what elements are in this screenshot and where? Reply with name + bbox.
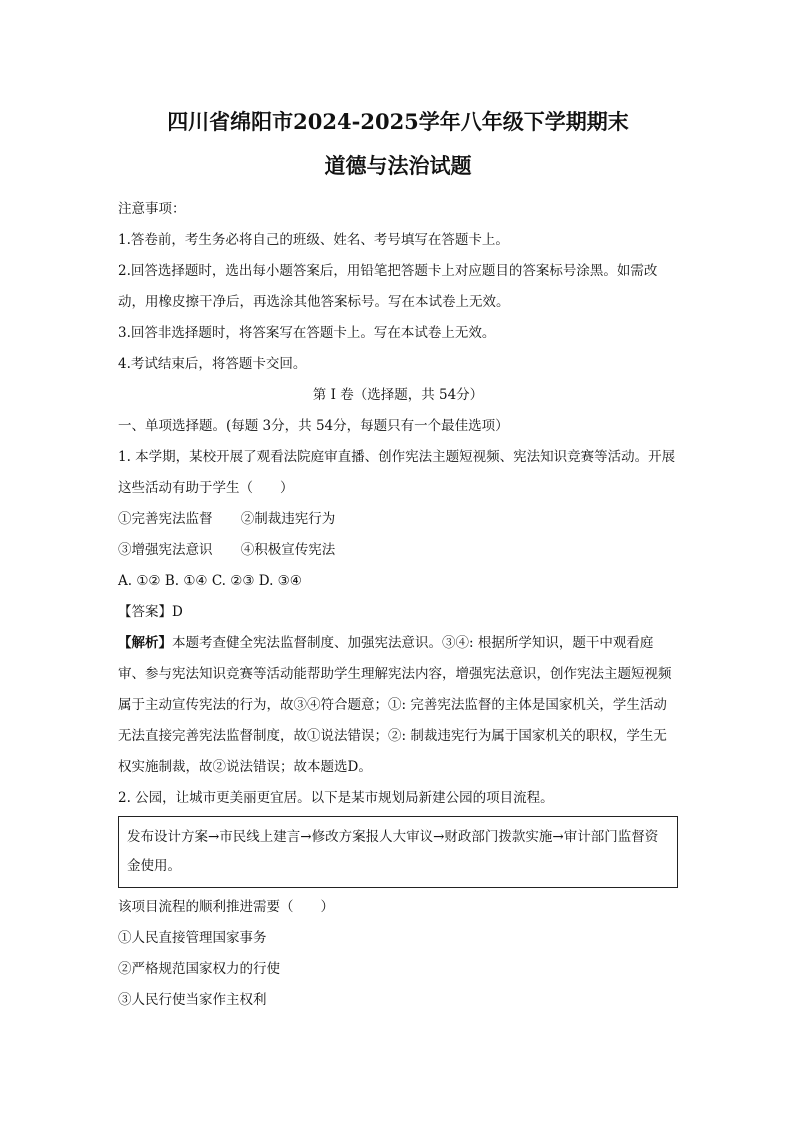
exam-page — [118, 100, 678, 1016]
option-item: ④积极宣传宪法 — [240, 542, 336, 558]
question-2-question: 该项目流程的顺利推进需要（ ） — [118, 899, 334, 915]
option-item: ③增强宪法意识 — [118, 542, 213, 558]
question-1-choices: A. ①② B. ①④ C. ②③ D. ③④ — [118, 573, 302, 589]
note-item: 4.考试结束后，将答题卡交回。 — [118, 356, 307, 372]
part-heading: 一、单项选择题。(每题 3分，共 54分，每题只有一个最佳选项） — [118, 418, 509, 434]
note-item: 3.回答非选择题时，将答案写在答题卡上。写在本试卷上无效。 — [118, 325, 496, 341]
process-box: 发布设计方案→市民线上建言→修改方案报人大审议→财政部门拨款实施→审计部门监督资金使用。 — [118, 816, 678, 888]
question-2-stem: 2. 公园，让城市更美丽更宜居。以下是某市规划局新建公园的项目流程。 — [118, 790, 554, 806]
section-title: 第 I 卷（选择题，共 54分） — [312, 387, 484, 403]
question-1-items-row1 — [118, 504, 678, 535]
exam-subtitle: 道德与法治试题 — [324, 153, 472, 178]
question-1-items-row2 — [118, 535, 678, 566]
note-item: 2.回答选择题时，选出每小题答案后，用铅笔把答题卡上对应题目的答案标号涂黑。如需改动，用橡皮擦干净后，再选涂其他答案标号。写在本试卷上无效。 — [118, 263, 658, 310]
option-item: ②制裁违宪行为 — [240, 511, 336, 527]
analysis-label: 【解析】 — [118, 635, 172, 651]
option-item: ③人民行使当家作主权利 — [118, 992, 267, 1008]
question-1-answer: 【答案】D — [118, 604, 183, 620]
notes-heading: 注意事项： — [118, 201, 186, 217]
option-item: ②严格规范国家权力的行使 — [118, 961, 280, 977]
question-1-analysis — [118, 628, 678, 783]
note-item: 1.答卷前，考生务必将自己的班级、姓名、考号填写在答题卡上。 — [118, 232, 509, 248]
analysis-text: 本题考查健全宪法监督制度、加强宪法意识。③④: 根据所学知识，题干中观看庭审、参与宪法知识竞赛等活动能帮助学生理解宪法内容，增强宪法意识，创作宪法主题短视频属于主动宣传宪法的行为，故③④符合题意；①: 完善宪法监督的主体是国家机关，学生活动无法直接完善宪法监督制度，故①说法错误；②: 制裁违宪行为属于国家机关的职权，学生无权实施制裁，故②说法错误；故本题选D。 — [118, 635, 672, 775]
exam-title: 四川省绵阳市2024-2025学年八年级下学期期末 — [167, 109, 629, 134]
option-item: ①人民直接管理国家事务 — [118, 930, 267, 946]
question-1-stem: 1. 本学期，某校开展了观看法院庭审直播、创作宪法主题短视频、宪法知识竞赛等活动。开展这些活动有助于学生（ ） — [118, 449, 676, 496]
option-item: ①完善宪法监督 — [118, 511, 213, 527]
